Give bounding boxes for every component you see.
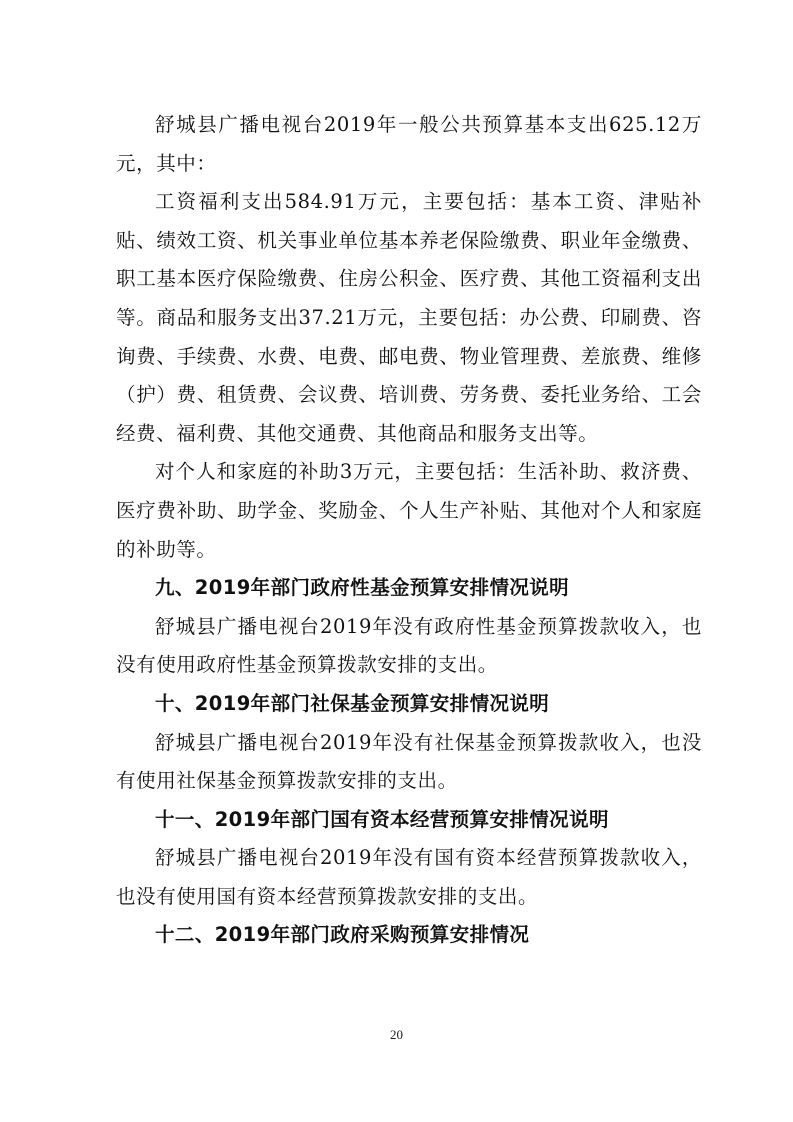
- page-number: 20: [390, 1027, 403, 1042]
- paragraph-government-fund: 舒城县广播电视台2019年没有政府性基金预算拨款收入，也没有使用政府性基金预算拨款安排的支出。: [116, 614, 702, 677]
- paragraph-social-security-fund: 舒城县广播电视台2019年没有社保基金预算拨款收入，也没有使用社保基金预算拨款安排的支出。: [116, 730, 702, 793]
- paragraph-state-capital: 舒城县广播电视台2019年没有国有资本经营预算拨款收入，也没有使用国有资本经营预算拨款安排的支出。: [116, 846, 702, 908]
- heading-section-11: 十一、2019年部门国有资本经营预算安排情况说明: [155, 807, 609, 831]
- heading-section-10: 十、2019年部门社保基金预算安排情况说明: [155, 691, 550, 715]
- paragraph-wage-and-services: 工资福利支出584.91万元，主要包括：基本工资、津贴补贴、绩效工资、机关事业单位基本养老保险缴费、职业年金缴费、职工基本医疗保险缴费、住房公积金、医疗费、其他工资福利支出等。商品和服务支出37.21万元，主要包括：办公费、印刷费、咨询费、手续费、水费、电费、邮电费、物业管理费、差旅费、维修（护）费、租赁费、会议费、培训费、劳务费、委托业务给、工会经费、福利费、其他交通费、其他商品和服务支出等。: [116, 190, 702, 445]
- paragraph-basic-expenditure: 舒城县广播电视台2019年一般公共预算基本支出625.12万元，其中：: [116, 113, 702, 175]
- paragraph-household-subsidy: 对个人和家庭的补助3万元，主要包括：生活补助、救济费、医疗费补助、助学金、奖励金、个人生产补贴、其他对个人和家庭的补助等。: [116, 460, 702, 561]
- heading-section-12: 十二、2019年部门政府采购预算安排情况: [155, 923, 530, 947]
- document-body: [116, 106, 702, 955]
- heading-section-9: 九、2019年部门政府性基金预算安排情况说明: [155, 576, 570, 600]
